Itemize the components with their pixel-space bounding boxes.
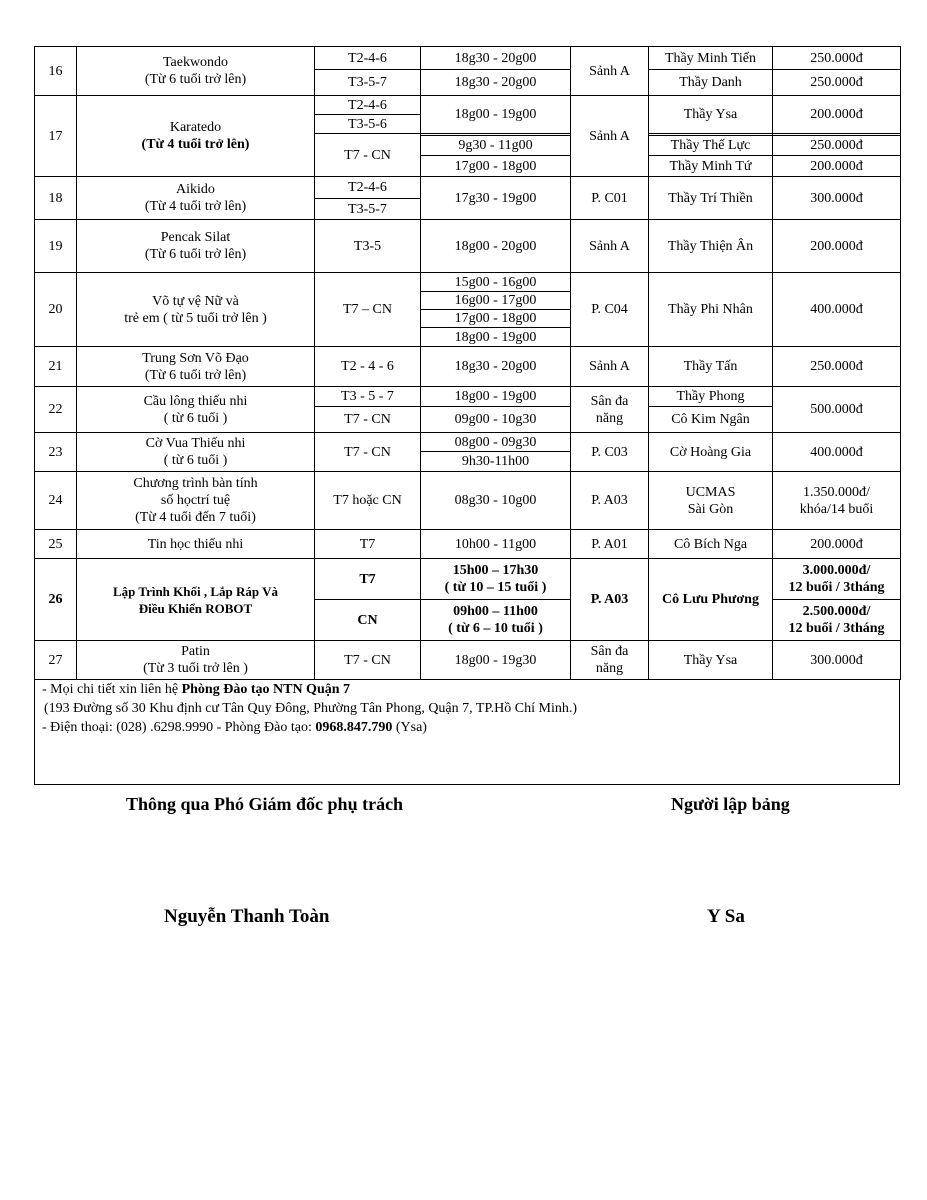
teacher: Thầy Thế Lực <box>649 136 773 156</box>
teacher: Cô Bích Nga <box>649 530 773 559</box>
table-row <box>35 347 901 387</box>
time: 18g00 - 19g00 <box>421 387 571 407</box>
teacher: Thầy Minh Tiến <box>649 47 773 70</box>
fee: 300.000đ <box>773 641 901 680</box>
fee: 250.000đ <box>773 47 901 70</box>
teacher: Cô Lưu Phương <box>649 559 773 641</box>
fee: 400.000đ <box>773 273 901 347</box>
row-number: 20 <box>35 273 77 347</box>
fee: 250.000đ <box>773 347 901 387</box>
days: T7 hoặc CN <box>315 472 421 530</box>
days: T7 - CN <box>315 407 421 433</box>
fee: 250.000đ <box>773 136 901 156</box>
time: 18g00 - 20g00 <box>421 220 571 273</box>
days: T7 <box>315 530 421 559</box>
course-name: Pencak Silat (Từ 6 tuổi trở lên) <box>77 220 315 273</box>
room: Sảnh A <box>571 347 649 387</box>
fee: 200.000đ <box>773 220 901 273</box>
teacher: Thầy Thiện Ân <box>649 220 773 273</box>
days: T7 – CN <box>315 273 421 347</box>
row-number: 26 <box>35 559 77 641</box>
contact-line: - Mọi chi tiết xin liên hệ Phòng Đào tạo NTN Quận 7 <box>42 682 351 697</box>
approver-name: Nguyễn Thanh Toàn <box>164 906 330 927</box>
days: T3-5-6 <box>315 115 421 134</box>
course-name: Chương trình bàn tính số họctrí tuệ (Từ 4 tuổi đến 7 tuổi) <box>77 472 315 530</box>
row-number: 27 <box>35 641 77 680</box>
room: P. C01 <box>571 177 649 220</box>
room: Sảnh A <box>571 96 649 177</box>
row-number: 24 <box>35 472 77 530</box>
phone-line: - Điện thoại: (028) .6298.9990 - Phòng Đào tạo: 0968.847.790 (Ysa) <box>42 720 427 735</box>
table-row <box>35 273 901 292</box>
table-row <box>35 96 901 115</box>
time: 15h00 – 17h30 ( từ 10 – 15 tuổi ) <box>421 559 571 600</box>
time: 08g00 - 09g30 <box>421 433 571 452</box>
time: 16g00 - 17g00 <box>421 292 571 310</box>
teacher: Thầy Ysa <box>649 96 773 134</box>
schedule-table <box>34 46 901 680</box>
time: 9h30-11h00 <box>421 452 571 472</box>
room: P. C03 <box>571 433 649 472</box>
time: 15g00 - 16g00 <box>421 273 571 292</box>
time: 17g00 - 18g00 <box>421 156 571 177</box>
time: 18g30 - 20g00 <box>421 47 571 70</box>
table-row <box>35 387 901 407</box>
time: 17g00 - 18g00 <box>421 310 571 328</box>
days: T2-4-6 <box>315 47 421 70</box>
fee: 3.000.000đ/ 12 buổi / 3tháng <box>773 559 901 600</box>
course-name: Aikido (Từ 4 tuổi trở lên) <box>77 177 315 220</box>
table-row <box>35 530 901 559</box>
table-row <box>35 433 901 452</box>
days: T7 - CN <box>315 433 421 472</box>
days: T2-4-6 <box>315 177 421 199</box>
course-name: Cờ Vua Thiếu nhi ( từ 6 tuổi ) <box>77 433 315 472</box>
fee: 2.500.000đ/ 12 buổi / 3tháng <box>773 600 901 641</box>
time: 08g30 - 10g00 <box>421 472 571 530</box>
approver-title: Thông qua Phó Giám đốc phụ trách <box>126 794 404 814</box>
table-row <box>35 220 901 273</box>
course-name: Patin (Từ 3 tuổi trở lên ) <box>77 641 315 680</box>
time: 09h00 – 11h00 ( từ 6 – 10 tuổi ) <box>421 600 571 641</box>
days: T3 - 5 - 7 <box>315 387 421 407</box>
row-number: 23 <box>35 433 77 472</box>
course-name: Taekwondo (Từ 6 tuổi trở lên) <box>77 47 315 96</box>
room: Sân đa năng <box>571 641 649 680</box>
address-line: (193 Đường số 30 Khu định cư Tân Quy Đông, Phường Tân Phong, Quận 7, TP.Hồ Chí Minh.) <box>44 701 578 716</box>
teacher: UCMAS Sài Gòn <box>649 472 773 530</box>
row-number: 25 <box>35 530 77 559</box>
room: P. C04 <box>571 273 649 347</box>
row-number: 22 <box>35 387 77 433</box>
time: 10h00 - 11g00 <box>421 530 571 559</box>
schedule-sheet <box>34 46 900 785</box>
course-name: Tin học thiếu nhi <box>77 530 315 559</box>
time: 09g00 - 10g30 <box>421 407 571 433</box>
table-row <box>35 559 901 600</box>
fee: 200.000đ <box>773 156 901 177</box>
fee: 500.000đ <box>773 387 901 433</box>
row-number: 18 <box>35 177 77 220</box>
teacher: Thầy Ysa <box>649 641 773 680</box>
room: Sảnh A <box>571 47 649 96</box>
time: 18g00 - 19g00 <box>421 328 571 347</box>
fee: 400.000đ <box>773 433 901 472</box>
row-number: 19 <box>35 220 77 273</box>
time: 18g30 - 20g00 <box>421 347 571 387</box>
preparer-name: Y Sa <box>707 906 745 927</box>
time: 18g30 - 20g00 <box>421 70 571 96</box>
fee: 1.350.000đ/ khóa/14 buổi <box>773 472 901 530</box>
course-name: Võ tự vệ Nữ và trẻ em ( từ 5 tuổi trở lên ) <box>77 273 315 347</box>
teacher: Cô Kim Ngân <box>649 407 773 433</box>
days: T3-5 <box>315 220 421 273</box>
fee: 200.000đ <box>773 96 901 134</box>
contact-notes <box>34 680 900 785</box>
preparer-title: Người lập bảng <box>671 794 790 814</box>
table-row <box>35 177 901 199</box>
time: 9g30 - 11g00 <box>421 136 571 156</box>
teacher: Thầy Trí Thiền <box>649 177 773 220</box>
teacher: Thầy Danh <box>649 70 773 96</box>
room: Sảnh A <box>571 220 649 273</box>
time: 18g00 - 19g30 <box>421 641 571 680</box>
course-name: Cầu lông thiếu nhi ( từ 6 tuổi ) <box>77 387 315 433</box>
days: T7 - CN <box>315 641 421 680</box>
days: T3-5-7 <box>315 199 421 220</box>
fee: 300.000đ <box>773 177 901 220</box>
teacher: Thầy Phi Nhân <box>649 273 773 347</box>
teacher: Thầy Minh Tứ <box>649 156 773 177</box>
row-number: 16 <box>35 47 77 96</box>
table-row <box>35 641 901 680</box>
days: T2-4-6 <box>315 96 421 115</box>
teacher: Cờ Hoàng Gia <box>649 433 773 472</box>
room: P. A03 <box>571 559 649 641</box>
days: T2 - 4 - 6 <box>315 347 421 387</box>
course-name: Trung Sơn Võ Đạo (Từ 6 tuổi trở lên) <box>77 347 315 387</box>
time: 17g30 - 19g00 <box>421 177 571 220</box>
fee: 200.000đ <box>773 530 901 559</box>
row-number: 17 <box>35 96 77 177</box>
course-name: Karatedo (Từ 4 tuổi trở lên) <box>77 96 315 177</box>
days: CN <box>315 600 421 641</box>
row-number: 21 <box>35 347 77 387</box>
course-name: Lập Trình Khối , Lắp Ráp Và Điều Khiển ROBOT <box>77 559 315 641</box>
time: 18g00 - 19g00 <box>421 96 571 134</box>
days: T7 - CN <box>315 134 421 177</box>
room: P. A03 <box>571 472 649 530</box>
table-row <box>35 472 901 530</box>
room: P. A01 <box>571 530 649 559</box>
teacher: Thầy Tấn <box>649 347 773 387</box>
days: T7 <box>315 559 421 600</box>
teacher: Thầy Phong <box>649 387 773 407</box>
days: T3-5-7 <box>315 70 421 96</box>
fee: 250.000đ <box>773 70 901 96</box>
table-row <box>35 47 901 70</box>
room: Sân đa năng <box>571 387 649 433</box>
